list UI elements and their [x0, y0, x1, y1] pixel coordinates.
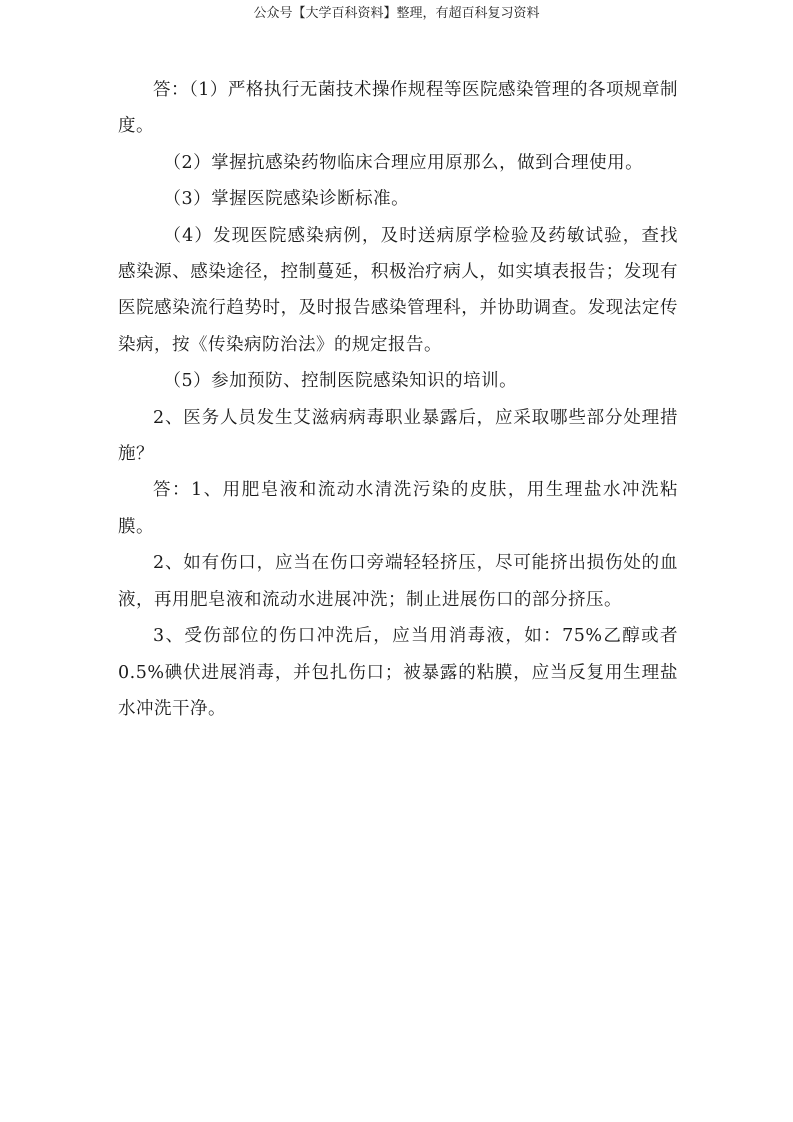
paragraph-answer-1-intro: 答：（1）严格执行无菌技术操作规程等医院感染管理的各项规章制度。 [118, 80, 678, 137]
paragraph-answer-1-item-4: （4）发现医院感染病例，及时送病原学检验及药敏试验，查找感染源、感染途径，控制蔓延，积极治疗病人，如实填表报告；发现有医院感染流行趋势时，及时报告感染管理科，并协助调查。发现法定传染病，按《传染病防治法》的规定报告。 [118, 225, 678, 355]
document-body [118, 72, 678, 727]
paragraph-answer-1-item-3: （3）掌握医院感染诊断标准。 [163, 189, 410, 210]
paragraph-answer-2-item-1: 答：1、用肥皂液和流动水清洗污染的皮肤，用生理盐水冲洗粘膜。 [118, 480, 678, 537]
paragraph-question-2: 2、医务人员发生艾滋病病毒职业暴露后，应采取哪些部分处理措施？ [118, 407, 678, 465]
paragraph-answer-2-item-2: 2、如有伤口，应当在伤口旁端轻轻挤压，尽可能挤出损伤处的血液，再用肥皂液和流动水进展冲洗；制止进展伤口的部分挤压。 [118, 553, 678, 610]
paragraph-answer-1-item-2: （2）掌握抗感染药物临床合理应用原那么，做到合理使用。 [163, 152, 644, 173]
page-header: 公众号【大学百科资料】整理，有超百科复习资料 [253, 6, 540, 21]
paragraph-answer-1-item-5: （5）参加预防、控制医院感染知识的培训。 [163, 371, 518, 392]
paragraph-answer-2-item-3: 3、受伤部位的伤口冲洗后，应当用消毒液，如：75%乙醇或者0.5%碘伏进展消毒，并包扎伤口；被暴露的粘膜，应当反复用生理盐水冲洗干净。 [118, 626, 678, 719]
